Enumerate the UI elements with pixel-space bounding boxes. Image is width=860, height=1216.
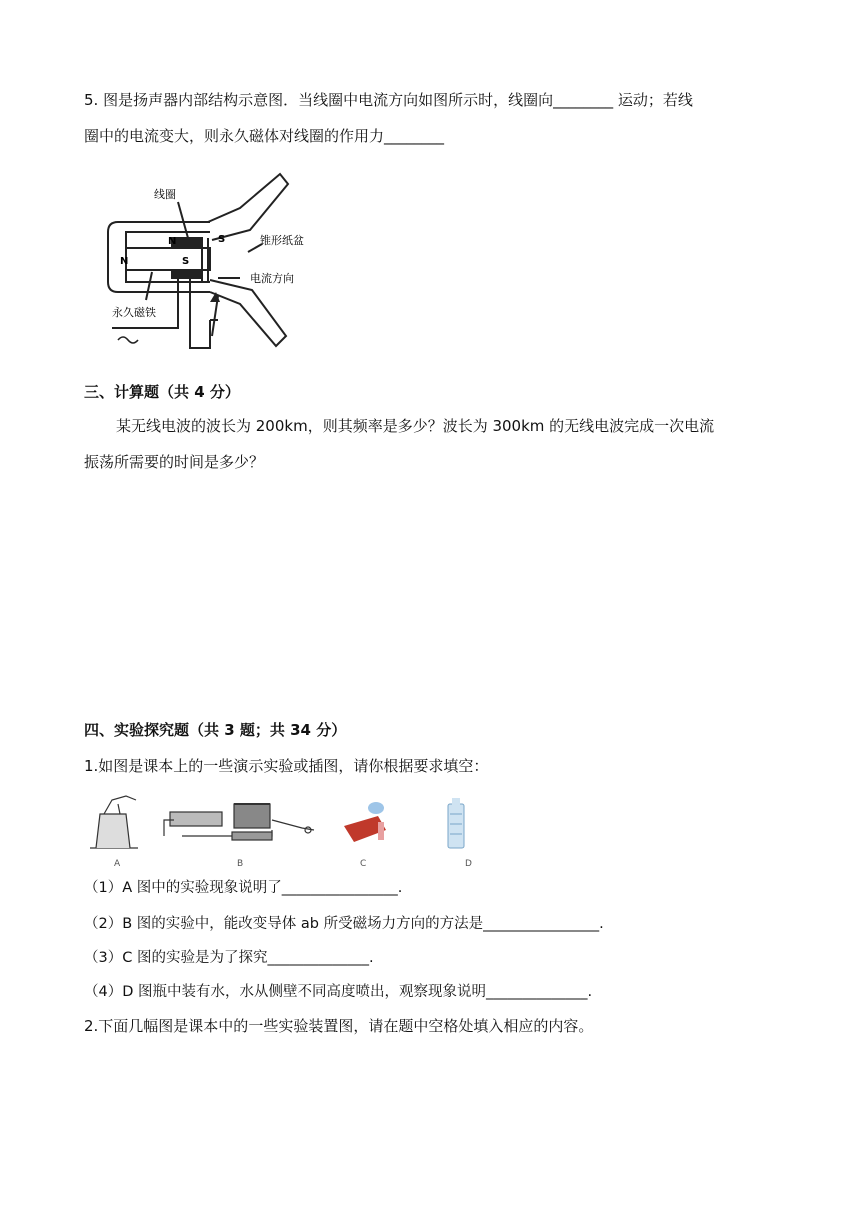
figure-label-d: D	[465, 859, 472, 869]
figure-label-c: C	[360, 859, 367, 869]
figure-label-b: B	[237, 859, 244, 869]
figure-d	[448, 798, 464, 848]
figure-label-a: A	[114, 859, 121, 869]
label-current-direction: 电流方向	[250, 272, 294, 285]
section-3-question-line-2: 振荡所需要的时间是多少？	[84, 453, 265, 471]
section-3-question-line-1: 某无线电波的波长为 200km，则其频率是多少？波长为 300km 的无线电波完成一次电流	[116, 417, 715, 435]
section-4-q1-sub-4: （4）D 图瓶中装有水，水从侧壁不同高度喷出，观察现象说明______________.	[84, 984, 593, 1000]
speaker-diagram	[90, 160, 330, 360]
label-s-top: S	[218, 234, 226, 245]
label-s-mid: S	[182, 256, 190, 267]
section-3-title: 三、计算题（共 4 分）	[84, 383, 240, 401]
section-4-title: 四、实验探究题（共 3 题；共 34 分）	[84, 721, 347, 739]
label-n-left: N	[120, 256, 129, 267]
label-n-top: N	[168, 236, 177, 247]
section-4-q1-sub-3: （3）C 图的实验是为了探究______________.	[84, 950, 374, 966]
section-4-q1-sub-1: （1）A 图中的实验现象说明了________________.	[84, 880, 403, 896]
experiment-figures	[82, 790, 522, 870]
section-4-q1-sub-2: （2）B 图的实验中，能改变导体 ab 所受磁场力方向的方法是________________.	[84, 916, 604, 932]
label-cone: 锥形纸盆	[260, 234, 304, 247]
section-4-q1-stem: 1.如图是课本上的一些演示实验或插图，请你根据要求填空：	[84, 757, 489, 775]
figure-a	[90, 796, 138, 848]
q5-line-1: 5. 图是扬声器内部结构示意图．当线圈中电流方向如图所示时，线圈向________ 运动；若线	[84, 91, 693, 109]
figure-c	[344, 802, 386, 842]
label-coil: 线圈	[154, 188, 176, 201]
label-permanent-magnet: 永久磁铁	[112, 306, 156, 319]
section-4-q2-stem: 2.下面几幅图是课本中的一些实验装置图，请在题中空格处填入相应的内容。	[84, 1017, 594, 1035]
figure-b	[164, 804, 314, 840]
q5-line-2: 圈中的电流变大，则永久磁体对线圈的作用力________	[84, 127, 445, 145]
